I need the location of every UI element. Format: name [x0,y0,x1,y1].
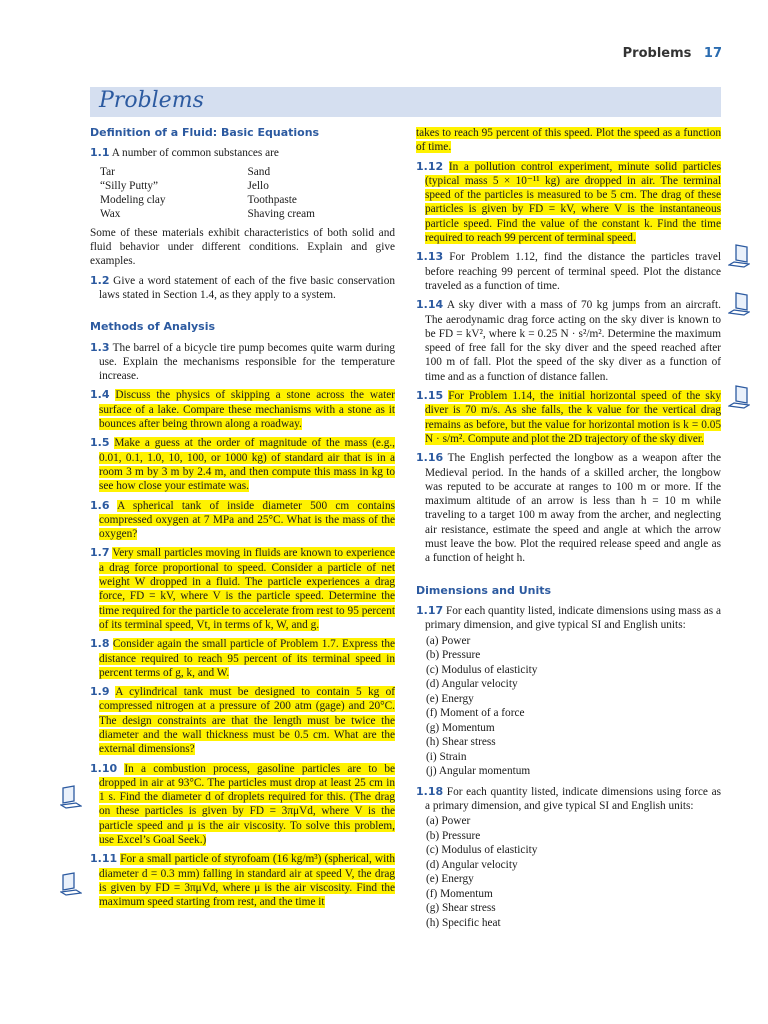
problem-number: 1.3 [90,340,110,354]
problem-1-8 [90,637,395,680]
quantity-item: (f) Momentum [426,887,493,900]
section-heading: Definition of a Fluid: Basic Equations [90,126,320,139]
computer-problem-icon [728,292,750,316]
problem-text: A sky diver with a mass of 70 kg jumps from an aircraft. The aerodynamic drag force acting on the sky diver is known to be FD = kV², where k = 0.25 N · s²/m². Determine the maximum speed of free fall for the sky diver and the speed reached after 100 m of fall. Plot the speed of the sky diver as a function of time and as a function of distance fallen. [425,299,722,383]
running-head-title: Problems [622,46,692,61]
problem-text: The English perfected the longbow as a weapon after the Medieval period. In the hands of a skilled archer, the longbow was reputed to be accurate at ranges to 100 m or more. If the maximum altitude of an arrow is less than h = 10 m while traveling to a target 100 m away from the archer, and neglecting air resistance, estimate the speed and angle at which the arrow must leave the bow. Plot the required release speed and angle as a function of height h. [425,452,721,565]
quantity-item: (g) Shear stress [426,902,496,915]
problem-1-18 [416,785,721,814]
problem-1-14 [416,298,721,384]
problem-number: 1.13 [416,250,444,264]
problem-number: 1.12 [416,159,444,173]
problem-text-highlighted: For a small particle of styrofoam (16 kg/m³) (spherical, with diameter d = 0.3 mm) falling in standard air at speed V, the drag is given by FD = 3πμVd, where μ is the air viscosity. Find the maximum speed starting from rest, and the time it [99,853,395,909]
problem-1-2 [90,274,395,303]
problem-text-highlighted: Consider again the small particle of Problem 1.7. Express the distance required to reach 95 percent of its terminal speed in percent terms of g, k, and W. [99,638,395,679]
problem-1-7 [90,546,395,632]
problem-1-9 [90,685,395,756]
computer-problem-icon [728,244,750,268]
problem-number: 1.9 [90,685,110,699]
problem-number: 1.14 [416,298,444,312]
problem-number: 1.1 [90,146,110,160]
problem-1-12 [416,160,721,246]
quantity-item: (j) Angular momentum [426,765,531,777]
substances-list [100,165,395,222]
problem-1-13 [416,250,721,293]
problem-text: For each quantity listed, indicate dimensions using mass as a primary dimension, and give typical SI and English units: [425,604,721,632]
problem-1-17 [416,604,721,633]
problem-1-16 [416,451,721,565]
substance-item: Jello [247,179,269,192]
problem-number: 1.10 [90,761,118,775]
quantity-list-force [426,814,721,930]
problem-number: 1.2 [90,273,110,287]
problems-banner [90,87,721,117]
banner-title: Problems [99,88,204,113]
quantity-item: (a) Power [426,815,471,828]
computer-problem-icon [728,385,750,409]
problem-1-10 [90,762,395,848]
right-column [416,126,721,936]
quantity-item: (c) Modulus of elasticity [426,663,538,676]
problem-text: A number of common substances are [111,147,279,160]
problem-number: 1.16 [416,451,444,465]
problem-number: 1.8 [90,637,110,651]
running-head [623,46,722,61]
substance-item: “Silly Putty” [100,179,159,192]
quantity-item: (d) Angular velocity [426,858,518,871]
problem-number: 1.6 [90,498,110,512]
quantity-item: (c) Modulus of elasticity [426,844,538,857]
substance-item: Modeling clay [100,194,166,207]
quantity-item: (e) Energy [426,692,474,705]
problem-number: 1.4 [90,388,110,402]
problem-1-11-continued [416,126,721,155]
problem-1-1-continued: Some of these materials exhibit characteristics of both solid and fluid behavior under different conditions. Explain and give examples. [90,226,395,268]
substance-item: Toothpaste [247,194,297,207]
page-number: 17 [703,46,722,61]
problem-number: 1.18 [416,784,444,798]
problem-text: For Problem 1.12, find the distance the particles travel before reaching 99 percent of terminal speed. Plot the distance traveled as a function of time. [425,251,721,292]
problem-1-15 [416,389,721,446]
problem-text: The barrel of a bicycle tire pump becomes quite warm during use. Explain the mechanisms responsible for the temperature increase. [99,341,395,383]
left-column [90,126,395,915]
problem-number: 1.7 [90,546,110,560]
section-heading: Dimensions and Units [416,583,552,597]
problem-text-highlighted: Make a guess at the order of magnitude of the mass (e.g., 0.01, 0.1, 1.0, 10, 100, or 1000 kg) of standard air that is in a room 3 m by 3 m by 2.4 m, and then compute this mass in kg to see how close your estimate was. [99,437,395,493]
quantity-list-mass [426,634,721,779]
problem-text-highlighted: Very small particles moving in fluids are known to experience a drag force proportional to speed. Consider a particle of net weight W dropped in a fluid. The particle experiences a drag force, FD = kV, where V is the particle speed. Determine the time required for the particle to accelerate from rest to 95 percent of its terminal speed, Vt, in terms of k, W, and g. [99,547,396,631]
problem-text: For each quantity listed, indicate dimensions using force as a primary dimension, and give typical SI and English units: [425,785,721,812]
problem-text-highlighted: A spherical tank of inside diameter 500 cm contains compressed oxygen at 7 MPa and 25°C. What is the mass of the oxygen? [99,499,395,541]
problem-1-6 [90,499,395,542]
problem-1-5 [90,436,395,493]
quantity-item: (d) Angular velocity [426,678,518,690]
problem-text: Give a word statement of each of the five basic conservation laws stated in Section 1.4, as they apply to a system. [99,274,395,301]
quantity-item: (e) Energy [426,873,474,886]
quantity-item: (b) Pressure [426,649,481,661]
problem-number: 1.5 [90,436,110,450]
section-heading: Methods of Analysis [90,320,216,334]
quantity-item: (b) Pressure [426,829,481,842]
problem-number: 1.11 [90,852,118,866]
quantity-item: (a) Power [426,634,471,647]
quantity-item: (h) Specific heat [426,916,501,929]
substance-item: Shaving cream [247,208,315,221]
computer-problem-icon [60,872,82,896]
problem-1-1 [90,146,395,160]
problem-text-highlighted: Discuss the physics of skipping a stone across the water surface of a lake. Compare these mechanisms with a stone as it bounces after being thrown along a roadway. [99,389,395,431]
substance-item: Sand [247,165,271,178]
substance-item: Tar [100,165,115,178]
problem-text-highlighted: For Problem 1.14, the initial horizontal speed of the sky diver is 70 m/s. As she falls, the k value for the vertical drag remains as before, but the value for horizontal motion is k = 0.05 N · s/m². Compute and plot the 2D trajectory of the sky diver. [425,390,721,445]
quantity-item: (h) Shear stress [426,736,496,748]
problem-number: 1.17 [416,603,444,617]
substance-item: Wax [100,208,121,221]
problem-text-highlighted: In a pollution control experiment, minute solid particles (typical mass 5 × 10⁻¹¹ kg) are dropped in air. The terminal speed of the particles is measured to be 5 cm. The drag of these particles is given by FD = kV, where V is the instantaneous particle speed. Find the value of the constant k. Find the time required to reach 99 percent of terminal speed. [425,160,721,245]
problem-text-highlighted: A cylindrical tank must be designed to contain 5 kg of compressed nitrogen at a pressure of 200 atm (gage) and 20°C. The design constraints are that the length must be twice the diameter and the wall thickness must be 0.5 cm. What are the external dimensions? [99,686,396,756]
problem-text-highlighted: In a combustion process, gasoline particles are to be dropped in air at 93°C. The particles must drop at least 25 cm in 1 s. Find the diameter d of droplets required for this. (The drag on these particles is given by FD = 3πμVd, where V is the particle speed and μ is the air viscosity. To solve this problem, use Excel’s Goal Seek.) [99,762,396,847]
computer-problem-icon [60,785,82,809]
problem-text-highlighted: takes to reach 95 percent of this speed. Plot the speed as a function of time. [416,127,721,154]
quantity-item: (i) Strain [426,750,467,763]
problem-1-11 [90,852,395,909]
quantity-item: (f) Moment of a force [426,707,525,719]
problem-1-3 [90,341,395,384]
quantity-item: (g) Momentum [426,721,495,734]
problem-number: 1.15 [416,389,444,403]
problem-1-4 [90,388,395,431]
